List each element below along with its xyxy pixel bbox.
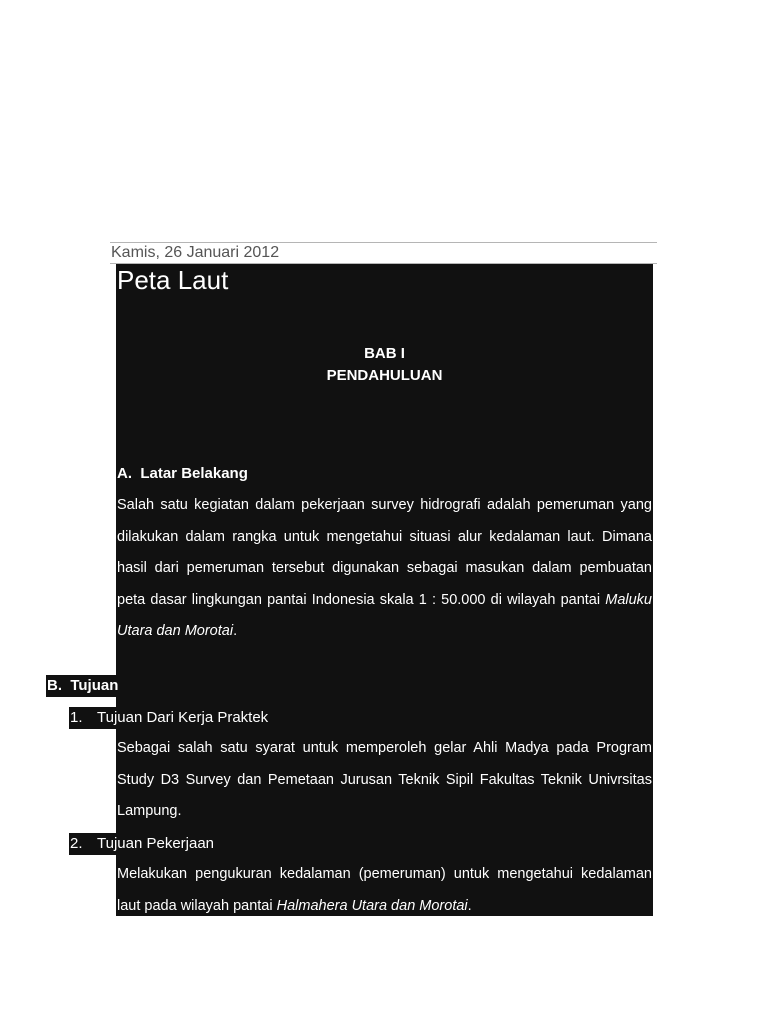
section-a-label: A. <box>117 465 132 482</box>
item-1-number: 1. <box>69 707 117 729</box>
post-title: Peta Laut <box>117 265 229 295</box>
chapter-title: PENDAHULUAN <box>326 367 443 384</box>
item-2-title: Tujuan Pekerjaan <box>97 835 215 852</box>
chapter-number: BAB I <box>364 345 405 362</box>
item-2-body-italic: Halmahera Utara dan Morotai <box>276 897 468 914</box>
section-a-heading <box>117 464 248 484</box>
section-b-heading <box>46 675 117 697</box>
section-a-title: Latar Belakang <box>140 465 248 482</box>
section-a-paragraph <box>117 490 652 648</box>
section-a-body: Salah satu kegiatan dalam pekerjaan survey hidrografi adalah pemeruman yang dilakukan dalam rangka untuk mengetahui situasi alur kedalaman laut. Dimana hasil dari pemeruman tersebut digunakan sebagai masukan dalam pembuatan peta dasar lingkungan pantai Indonesia skala 1 : 50.000 di wilayah pantai <box>117 497 652 608</box>
item-2-body: Melakukan pengukuran kedalaman (pemeruman) untuk mengetahui kedalaman laut pada wilayah pantai <box>117 866 652 914</box>
post-date: Kamis, 26 Januari 2012 <box>111 244 280 261</box>
item-2-number: 2. <box>69 833 117 855</box>
item-1-title: Tujuan Dari Kerja Praktek <box>97 709 269 726</box>
section-b-label: B. <box>47 677 62 694</box>
section-a-body-italic: Maluku Utara dan Morotai <box>117 591 652 639</box>
section-a-body-end: . <box>233 623 238 639</box>
section-b-title: Tujuan <box>70 677 119 694</box>
item-2-body-end: . <box>467 897 472 914</box>
item-1-paragraph: Sebagai salah satu syarat untuk memperoleh gelar Ahli Madya pada Program Study D3 Survey dan Pemetaan Jurusan Teknik Sipil Fakultas Teknik Univrsitas Lampung. <box>117 740 652 819</box>
item-2-paragraph <box>117 859 652 922</box>
